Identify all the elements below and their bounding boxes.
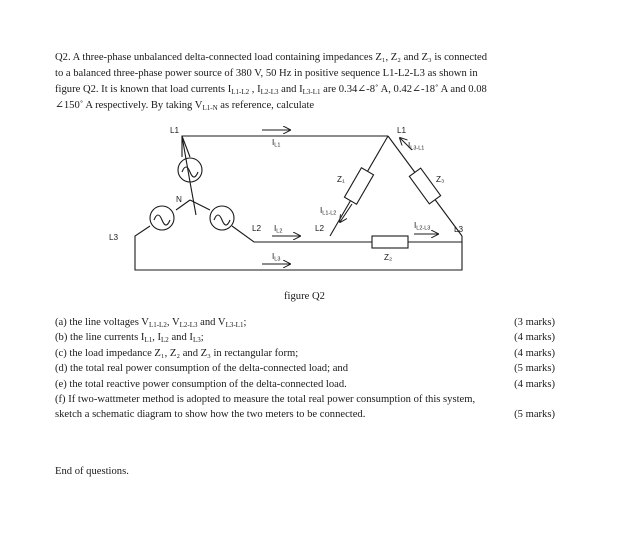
question-line-1: Q2. A three-phase unbalanced delta-connected load containing impedances Z₁, Z₂ and Z₃ is connected [55,52,488,63]
question-line-4: ∠150˚ A respectively. By taking $V_{L1-N}$ as reference, calculate [55,100,315,112]
label-l2: L2 [252,224,262,233]
sine-icon-l2 [214,215,230,225]
part-e-marks: (4 marks) [514,378,555,390]
label-z1: Z₁ [337,175,345,184]
part-c: (c) the load impedance Z₁, Z₂ and Z₃ in rectangular form; (4 marks) [55,346,555,361]
line-l1-wire [182,136,388,157]
label-l3-left: L3 [109,233,119,242]
label-il3: IL3 [272,252,281,263]
il1l2-arrow [340,204,352,222]
z1-impedance-box [344,168,373,204]
label-il1: IL1 [272,138,281,149]
label-il3l1: IL3-L1 [408,141,425,152]
label-il2l3: IL2-L3 [414,221,431,232]
question-line-3: figure Q2. It is known that load currents $I_{L1-L2}$ , $I_{L2-L3}$ and $I_{L3-L1}$ are 0.34∠-8˚ A, 0.42∠-18˚ A and 0.08 [55,84,487,96]
sine-icon-l3 [154,215,170,225]
question-line-2: to a balanced three-phase power source of 380 V, 50 Hz in positive sequence L1-L2-L3 as shown in [55,68,478,79]
source-coil-l2 [210,206,234,230]
l1-source-upper-wire [182,136,190,157]
label-n: N [176,195,182,204]
label-il2: IL2 [274,224,283,235]
label-z2: Z₂ [384,253,393,262]
line-l3-wire [135,226,462,270]
label-l1-right: L1 [397,126,407,135]
source-coil-l3 [150,206,174,230]
figure-caption: figure Q2 [284,291,325,302]
label-z3: Z₃ [436,175,445,184]
label-l1-left: L1 [170,126,180,135]
label-il1l2: IL1-L2 [320,206,337,217]
part-a: (a) the line voltages $V_{L1-L2}$, $V_{L2-L3}$ and $V_{L3-L1}$; (3 marks) [55,317,555,329]
label-l2-node: L2 [315,224,325,233]
part-a-marks: (3 marks) [514,317,555,328]
part-c-marks: (4 marks) [514,347,555,359]
l1-source-lead [190,182,196,215]
end-of-questions: End of questions. [55,466,129,477]
part-f-continued: sketch a schematic diagram to show how the two meters to be connected. (5 marks) [55,407,555,422]
sine-icon-l1 [182,167,198,177]
part-b: (b) the line currents $I_{L1}$, $I_{L2}$ and $I_{L3}$; (4 marks) [55,332,555,345]
part-d-marks: (5 marks) [514,363,555,375]
part-b-marks: (4 marks) [514,332,555,344]
question-parts [55,315,555,423]
source-coil-l1 [178,158,202,182]
z3-impedance-box [409,168,440,204]
part-f: (f) If two-wattmeter method is adopted to measure the total real power consumption of this system, [55,393,476,405]
part-d: (d) the total real power consumption of the delta-connected load; and (5 marks) [55,361,555,376]
z2-impedance-box [372,236,408,248]
part-e: (e) the total reactive power consumption of the delta-connected load. (4 marks) [55,377,555,392]
label-l3-right: L3 [454,225,464,234]
part-f-continued-marks: (5 marks) [514,409,555,421]
l2-source-neutral-wire [190,200,210,210]
